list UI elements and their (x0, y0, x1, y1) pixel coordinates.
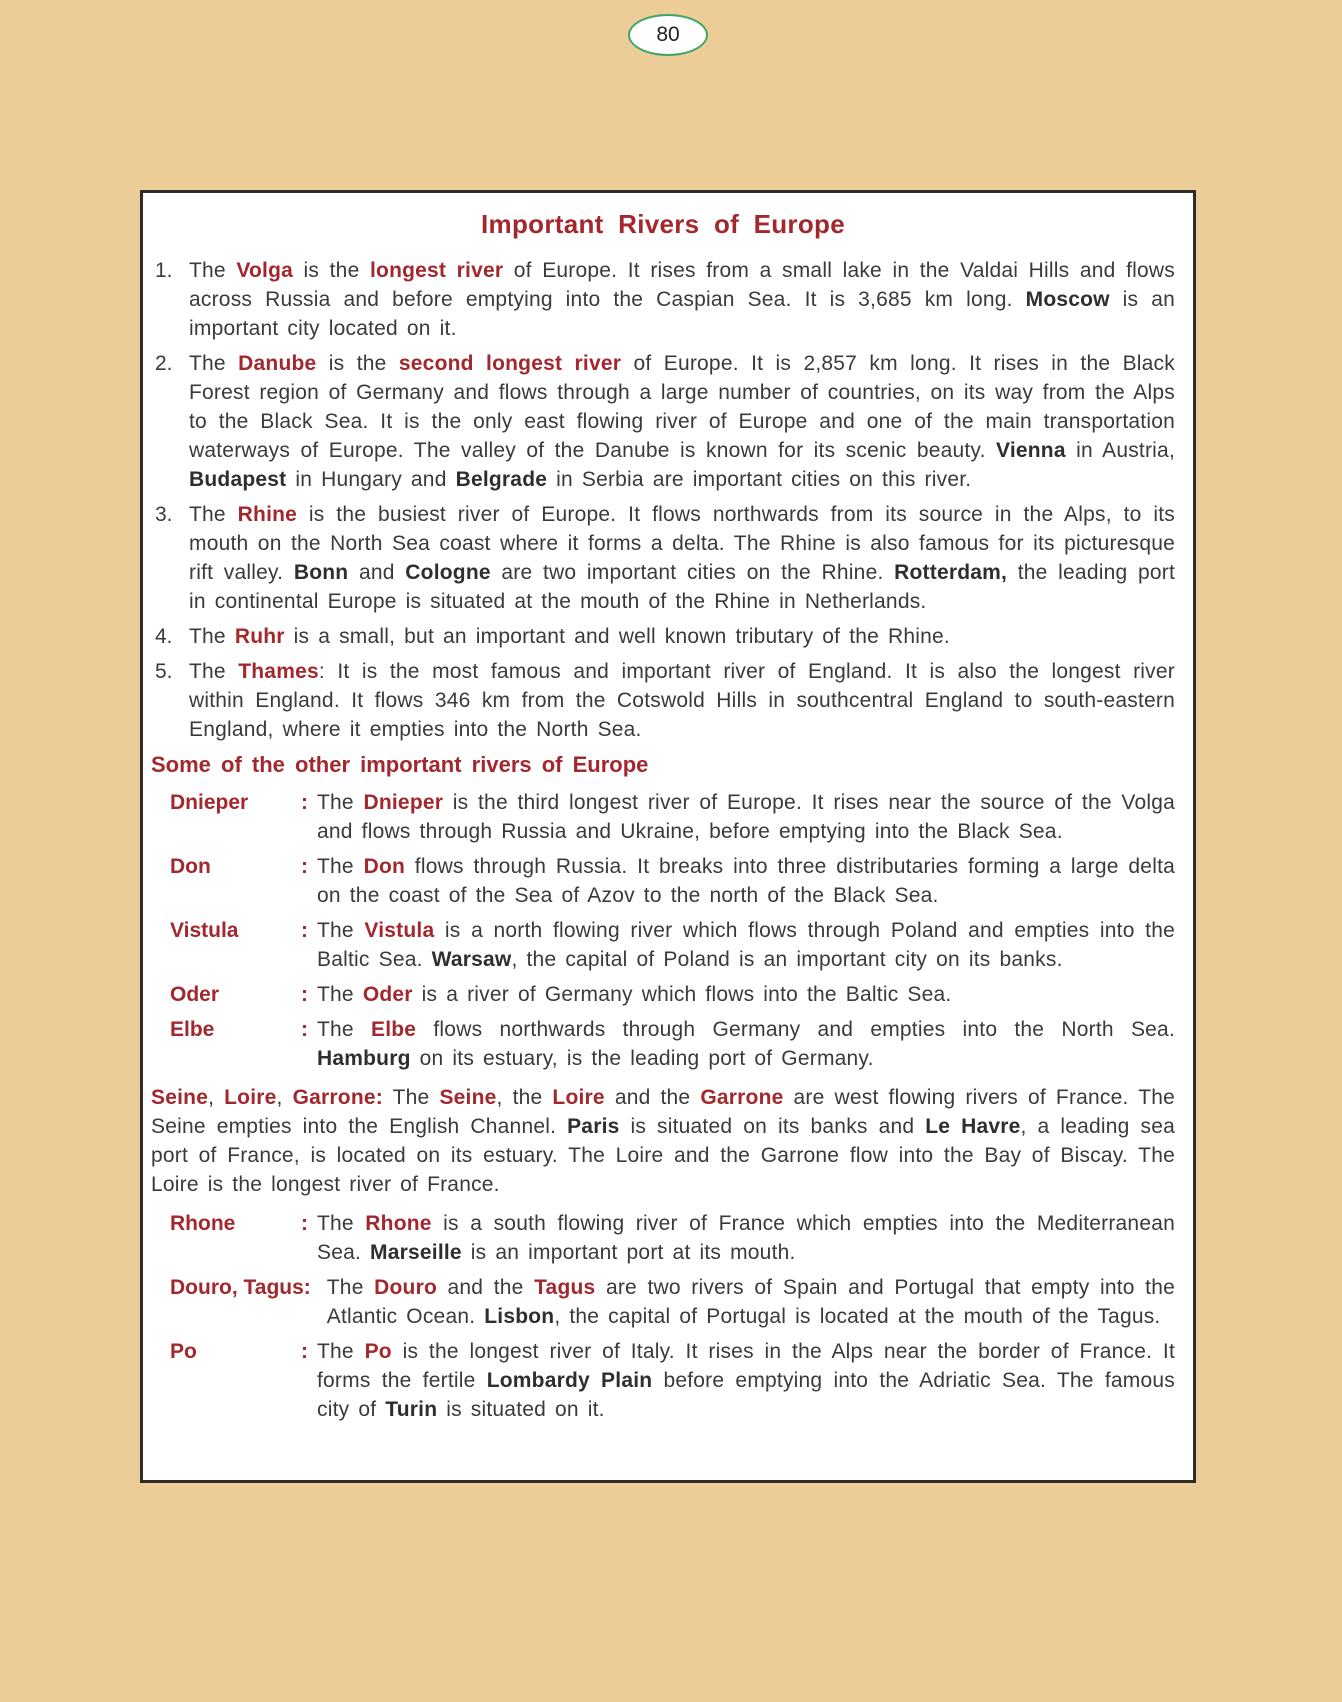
text-segment: Rhine (237, 503, 298, 526)
text-segment: The (189, 660, 239, 683)
text-segment: Paris (567, 1115, 620, 1138)
term-colon: : (301, 791, 308, 814)
text-segment: is a north flowing river which flows through Poland and empties into the Baltic Sea. (317, 919, 1175, 971)
river-term: Elbe (170, 1018, 215, 1041)
text-segment: and (348, 561, 406, 584)
river-entry (170, 788, 1175, 846)
text-segment: is a river of Germany which flows into the Baltic Sea. (412, 983, 952, 1006)
text-segment: The (382, 1086, 440, 1109)
text-segment: the leading port in continental Europe is situated at the mouth of the Rhine in Netherlands. (189, 561, 1176, 613)
numbered-river-list (151, 256, 1175, 744)
text-segment: , a leading sea port of France, is located on its estuary. The Loire and the Garrone flow into the Bay of Biscay. The Loire is the longest river of France. (151, 1115, 1175, 1196)
text-segment: before emptying into the Adriatic Sea. The famous city of (317, 1369, 1175, 1421)
text-segment: Oder (362, 983, 413, 1006)
seine-loire-garrone-paragraph (151, 1083, 1175, 1199)
text-segment: Vistula (364, 919, 435, 942)
section-heading: Some of the other important rivers of Europe (151, 752, 649, 777)
text-segment: The (317, 1018, 371, 1041)
text-segment: Bonn (293, 561, 349, 584)
text-segment: is the (316, 352, 399, 375)
item-text (189, 349, 1175, 494)
list-item (155, 256, 1175, 343)
text-segment: Tagus (534, 1276, 596, 1299)
text-segment: Lisbon (484, 1305, 555, 1328)
river-term: Vistula (170, 919, 239, 942)
river-term: Po (170, 1340, 197, 1363)
text-segment: Warsaw (431, 948, 512, 971)
text-segment: Turin (385, 1398, 438, 1421)
text-segment: Ruhr (234, 625, 285, 648)
item-number: 5. (155, 660, 173, 683)
text-segment: Rotterdam, (894, 561, 1008, 584)
text-segment: are two rivers of Spain and Portugal that empty into the Atlantic Ocean. (326, 1276, 1175, 1328)
text-segment: Cologne (405, 561, 491, 584)
text-segment: The (317, 855, 364, 878)
river-definition (317, 1015, 1175, 1073)
item-text (189, 657, 1175, 744)
text-segment: Vienna (996, 439, 1066, 462)
text-segment: of Europe. It is 2,857 km long. It rises in the Black Forest region of Germany and flows through a large number of countries, on its way from the Alps to the Black Sea. It is the only east flowing river of Europe and one of the main transportation waterways of Europe. The valley of the Danube is known for its scenic beauty. (189, 352, 1175, 462)
content-box (140, 190, 1196, 1483)
text-segment: Budapest (189, 468, 287, 491)
list-item (155, 622, 1175, 651)
text-segment: Loire (552, 1086, 605, 1109)
text-segment: second longest river (398, 352, 622, 375)
page-number: 80 (656, 23, 680, 46)
text-segment: Thames (238, 660, 319, 683)
text-segment: in Austria, (1065, 439, 1175, 462)
river-definition (317, 1337, 1175, 1424)
text-segment: The (317, 791, 364, 814)
list-item (155, 657, 1175, 744)
text-segment: in Serbia are important cities on this river. (547, 468, 972, 491)
river-entry (170, 1337, 1175, 1424)
text-segment: in Hungary and (286, 468, 456, 491)
river-entry (170, 1209, 1175, 1267)
text-segment: Rhone (365, 1212, 432, 1235)
text-segment: Don (363, 855, 406, 878)
river-entry (170, 916, 1175, 974)
text-segment: is an important city located on it. (189, 288, 1175, 340)
river-entry-list (151, 788, 1175, 1073)
list-item (155, 349, 1175, 494)
river-entry (170, 980, 1175, 1009)
river-term: Dnieper (170, 791, 249, 814)
text-segment: and the (604, 1086, 701, 1109)
text-segment: and the (437, 1276, 535, 1299)
river-definition (317, 1209, 1175, 1267)
text-segment: are west flowing rivers of France. The Seine empties into the English Channel. (151, 1086, 1176, 1138)
text-segment: is a small, but an important and well known tributary of the Rhine. (284, 625, 950, 648)
term-colon: : (301, 983, 308, 1006)
text-segment: on its estuary, is the leading port of Germany. (410, 1047, 874, 1070)
item-number: 3. (155, 503, 173, 526)
text-segment: , the (496, 1086, 553, 1109)
page-number-badge (628, 14, 708, 56)
text-segment: Garrone (700, 1086, 784, 1109)
river-entry (170, 1273, 1175, 1331)
text-segment: Danube (238, 352, 317, 375)
river-term: Don (170, 855, 211, 878)
text-segment: is an important port at its mouth. (461, 1241, 796, 1264)
text-segment: The (326, 1276, 375, 1299)
text-segment: Moscow (1025, 288, 1110, 311)
text-segment: Po (364, 1340, 392, 1363)
text-segment: is the (293, 259, 370, 282)
text-segment: longest river (369, 259, 504, 282)
text-segment: , (276, 1086, 293, 1109)
text-segment: The (317, 983, 363, 1006)
text-segment: The (317, 1212, 366, 1235)
text-segment: Garrone: (292, 1086, 383, 1109)
term-colon: : (301, 855, 308, 878)
text-segment: Seine (439, 1086, 497, 1109)
text-segment: The (189, 503, 238, 526)
list-item (155, 500, 1175, 616)
text-segment: of Europe. It rises from a small lake in the Valdai Hills and flows across Russia and before emptying into the Caspian Sea. It is 3,685 km long. (189, 259, 1175, 311)
text-segment: is situated on it. (437, 1398, 605, 1421)
river-definition (317, 980, 1175, 1009)
text-segment: Le Havre (925, 1115, 1021, 1138)
text-segment: flows through Russia. It breaks into three distributaries forming a large delta on the coast of the Sea of Azov to the north of the Black Sea. (317, 855, 1176, 907)
text-segment: is the busiest river of Europe. It flows northwards from its source in the Alps, to its mouth on the North Sea coast where it forms a delta. The Rhine is also famous for its picturesque rift valley. (189, 503, 1175, 584)
text-segment: is situated on its banks and (619, 1115, 926, 1138)
text-segment: is the third longest river of Europe. It rises near the source of the Volga and flows through Russia and Ukraine, before emptying into the Black Sea. (317, 791, 1175, 843)
river-term: Douro, Tagus: (170, 1276, 311, 1299)
text-segment: The (189, 352, 239, 375)
term-colon: : (301, 1018, 308, 1041)
river-entry (170, 1015, 1175, 1073)
text-segment: Hamburg (317, 1047, 411, 1070)
text-segment: Douro (374, 1276, 437, 1299)
text-segment: Dnieper (363, 791, 444, 814)
item-number: 2. (155, 352, 173, 375)
text-segment: is the longest river of Italy. It rises in the Alps near the border of France. It forms the fertile (317, 1340, 1175, 1392)
text-segment: is a south flowing river of France which empties into the Mediterranean Sea. (317, 1212, 1175, 1264)
page-title: Important Rivers of Europe (481, 209, 845, 239)
text-segment: Marseille (370, 1241, 462, 1264)
text-segment: Seine (151, 1086, 209, 1109)
text-segment: The (317, 919, 365, 942)
text-segment: Belgrade (455, 468, 548, 491)
text-segment: Loire (224, 1086, 277, 1109)
text-segment: : It is the most famous and important river of England. It is also the longest river within England. It flows 346 km from the Cotswold Hills in southcentral England to south-eastern England, where it empties into the North Sea. (189, 660, 1175, 741)
text-segment: Elbe (371, 1018, 417, 1041)
text-segment: Volga (236, 259, 294, 282)
text-segment: The (317, 1340, 365, 1363)
term-colon (311, 1273, 327, 1331)
text-segment: The (189, 625, 235, 648)
item-number: 1. (155, 259, 173, 282)
term-colon: : (301, 919, 308, 942)
river-entry-list-2 (151, 1209, 1175, 1424)
river-term: Oder (170, 983, 220, 1006)
item-number: 4. (155, 625, 173, 648)
item-text (189, 500, 1175, 616)
text-segment: are two important cities on the Rhine. (490, 561, 895, 584)
river-term: Rhone (170, 1212, 236, 1235)
term-colon: : (301, 1340, 308, 1363)
text-segment: , the capital of Portugal is located at the mouth of the Tagus. (554, 1305, 1161, 1328)
term-colon: : (301, 1212, 308, 1235)
river-definition (317, 852, 1175, 910)
text-segment: Lombardy Plain (486, 1369, 653, 1392)
river-definition (317, 788, 1175, 846)
text-segment: , the capital of Poland is an important city on its banks. (511, 948, 1063, 971)
item-text (189, 256, 1175, 343)
river-entry (170, 852, 1175, 910)
text-segment: flows northwards through Germany and empties into the North Sea. (416, 1018, 1175, 1041)
river-definition (327, 1273, 1175, 1331)
river-definition (317, 916, 1175, 974)
item-text (189, 622, 1175, 651)
text-segment: , (208, 1086, 225, 1109)
text-segment: The (189, 259, 237, 282)
